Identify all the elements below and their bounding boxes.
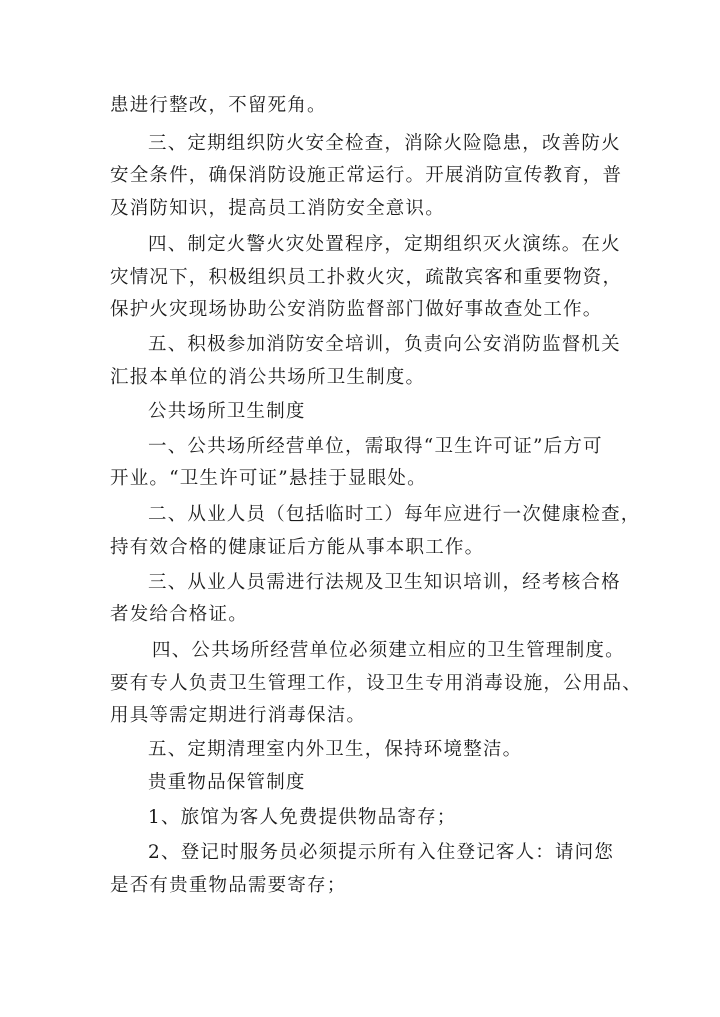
text-line: 者发给合格证。 [110,604,248,625]
text-line: 二、从业人员（包括临时工）每年应进行一次健康检查， [148,504,641,525]
text-line: 2、登记时服务员必须提示所有入住登记客人：请问您 [148,842,615,863]
text-line: 三、定期组织防火安全检查，消除火险隐患，改善防火 [148,133,621,154]
text-line: 灾情况下，积极组织员工扑救火灾，疏散宾客和重要物资， [110,267,623,288]
text-line: 1、旅馆为客人免费提供物品寄存； [148,807,457,828]
text-line: 开业。“卫生许可证”悬挂于显眼处。 [110,468,427,489]
text-line: 五、积极参加消防安全培训，负责向公安消防监督机关 [148,334,621,355]
section-heading: 公共场所卫生制度 [148,401,306,422]
text-line: 用具等需定期进行消毒保洁。 [110,705,367,726]
text-line: 四、公共场所经营单位必须建立相应的卫生管理制度。 [152,640,625,661]
text-line: 持有效合格的健康证后方能从事本职工作。 [110,537,485,558]
text-line: 汇报本单位的消公共场所卫生制度。 [110,367,426,388]
text-line: 保护火灾现场协助公安消防监督部门做好事故查处工作。 [110,299,603,320]
text-line: 安全条件，确保消防设施正常运行。开展消防宣传教育，普 [110,165,623,186]
text-line: 一、公共场所经营单位，需取得“卫生许可证”后方可 [148,436,603,457]
text-line: 及消防知识，提高员工消防安全意识。 [110,198,445,219]
text-line: 四、制定火警火灾处置程序，定期组织灭火演练。在火 [148,234,621,255]
text-line: 是否有贵重物品需要寄存； [110,875,347,896]
section-heading: 贵重物品保管制度 [148,772,306,793]
text-line: 五、定期清理室内外卫生，保持环境整洁。 [148,739,523,760]
text-line: 要有专人负责卫生管理工作，设卫生专用消毒设施，公用品、 [110,673,642,694]
text-line: 三、从业人员需进行法规及卫生知识培训，经考核合格 [148,572,621,593]
text-line: 患进行整改，不留死角。 [110,95,327,116]
